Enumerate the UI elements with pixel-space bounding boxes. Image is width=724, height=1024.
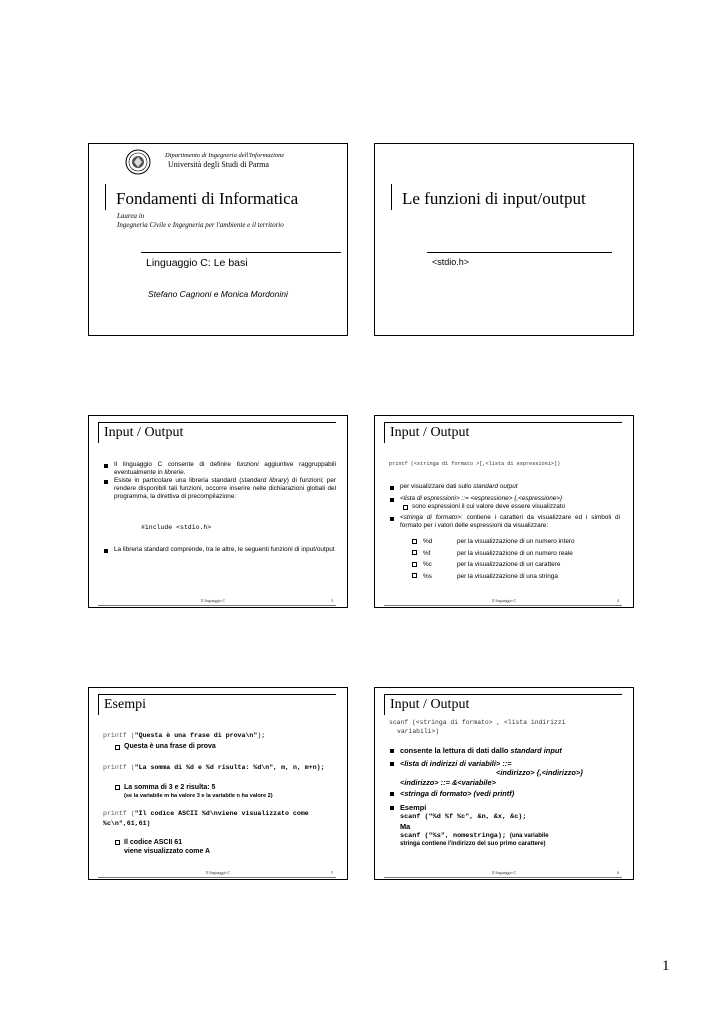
degree-course: Ingegneria Civile e Ingegneria per l'ambiente e il territorio (117, 221, 284, 229)
slide-number: 4 (617, 598, 619, 603)
example-2-code: printf ("La somma di %d e %d risulta: %d\n", m, n, m+n); (103, 764, 325, 771)
list-item: <stringa di formato> (vedi printf) (400, 789, 622, 799)
slide-title: Input / Output (104, 425, 184, 440)
bullet-list (400, 483, 620, 530)
slide-title: Input / Output (390, 697, 470, 712)
title-rule-vertical (384, 694, 385, 715)
page-number: 1 (662, 958, 670, 974)
printf-syntax: printf (<stringa di formato >[,<lista di espressioni>]) (389, 461, 561, 467)
title-rule-horizontal (384, 422, 622, 423)
format-code: %c (423, 561, 432, 568)
format-desc: per la visualizzazione di una stringa (457, 572, 558, 580)
format-desc: per la visualizzazione di un numero reale (457, 549, 573, 557)
title-rule-horizontal (98, 694, 336, 695)
university-name: Università degli Studi di Parma (168, 160, 269, 169)
example-3-output (124, 838, 210, 856)
ma-label: Ma (400, 822, 411, 831)
footer-rule (98, 877, 336, 878)
slide-2 (374, 143, 634, 336)
list-item-continued: <indirizzo> ::= &<variabile> (400, 777, 496, 787)
slide-title: Le funzioni di input/output (402, 189, 586, 208)
title-rule-vertical (105, 184, 106, 210)
footer-rule (384, 605, 622, 606)
square-bullet-icon (412, 562, 417, 567)
slide-footer: Il linguaggio C (492, 870, 517, 875)
format-code: %s (423, 572, 432, 580)
format-list (412, 536, 575, 582)
list-item: consente la lettura di dati dallo standard input (400, 746, 622, 756)
bullet-list (114, 546, 336, 554)
slide-number: 5 (331, 870, 333, 875)
format-desc: per la visualizzazione di un numero intero (457, 538, 575, 545)
footer-rule (98, 605, 336, 606)
slide-3 (88, 415, 348, 608)
slide-title: Esempi (104, 697, 146, 712)
title-rule-horizontal (384, 694, 622, 695)
example-3-code: printf ("Il codice ASCII %d\nviene visualizzato come %c\n",61,61) (103, 810, 309, 827)
slide-title: Input / Output (390, 425, 470, 440)
list-item: <lista di espressioni> ::= <espressione> {,<espressione>} (400, 495, 620, 503)
bullet-list (400, 746, 622, 812)
format-code: %d (423, 538, 433, 545)
format-code: %f (423, 549, 431, 557)
slide-number: 3 (331, 598, 333, 603)
format-desc: per la visualizzazione di un carattere (457, 561, 561, 568)
title-rule-vertical (98, 694, 99, 715)
scanf-syntax: scanf (<stringa di formato> , <lista indirizzi variabili>) (389, 719, 566, 735)
bullet-list (114, 461, 336, 501)
slide-subtitle: Linguaggio C: Le basi (146, 257, 248, 269)
list-item-continued: <indirizzo> {,<indirizzo>} (496, 768, 584, 777)
list-item: Questa è una frase di prova (124, 743, 216, 750)
authors: Stefano Cagnoni e Monica Mordonini (148, 289, 288, 299)
list-item: Il linguaggio C consente di definire funzioni aggiuntive raggruppabili eventualmente in librerie. (114, 461, 336, 476)
slide-footer: Il linguaggio C (201, 598, 226, 603)
scanf-example-1: scanf ("%d %f %c", &n, &x, &c); (400, 813, 527, 821)
title-rule-vertical (98, 422, 99, 443)
format-row (412, 559, 575, 571)
example-1-code: printf ("Questa è una frase di prova\n"); (103, 732, 266, 739)
scanf-example-2: scanf ("%s", nomestringa); (una variabile (400, 832, 549, 840)
list-item: <stringa di formato>: contiene i caratteri da visualizzare ed i simboli di formato per i valori delle espressioni da visualizzare: (400, 514, 620, 529)
list-item: Esempi (400, 803, 622, 813)
example-2-output (124, 783, 273, 801)
list-item: per visualizzare dati sullo standard output (400, 483, 620, 491)
output-note: (se la variabile m ha valore 3 e la variabile n ha valore 2) (124, 793, 273, 799)
output-line: viene visualizzato come A (124, 848, 211, 855)
list-item: Esiste in particolare una libreria standard (standard library) di funzioni; per rendere disponibili tali funzioni, occorre inserire nelle dichiarazioni globali del programma, la direttiva di precompilazione: (114, 477, 337, 500)
format-row (412, 536, 575, 548)
department-name: Dipartimento di Ingegneria dell'Informazione (165, 152, 285, 159)
title-rule-vertical (391, 184, 392, 210)
title-rule-vertical (384, 422, 385, 443)
slide-4 (374, 415, 634, 608)
university-seal-icon (125, 149, 151, 175)
slide-number: 6 (617, 870, 619, 875)
slide-5 (88, 687, 348, 880)
example-1-output (124, 743, 216, 750)
subtitle-rule (141, 252, 341, 253)
slide-1 (88, 143, 348, 336)
format-row (412, 548, 575, 560)
degree-label: Laurea in (117, 212, 145, 220)
sub-list-item: sono espressioni il cui valore deve essere visualizzato (412, 503, 620, 511)
list-item: La somma di 3 e 2 risulta: 5 (124, 783, 273, 792)
title-rule-horizontal (98, 422, 336, 423)
square-bullet-icon (412, 539, 417, 544)
subtitle-rule (427, 252, 612, 253)
list-item: <lista di indirizzi di variabili> ::= (400, 759, 622, 769)
square-bullet-icon (412, 550, 417, 555)
slide-subtitle: <stdio.h> (432, 257, 470, 267)
format-row (412, 571, 575, 583)
slide-title: Fondamenti di Informatica (116, 189, 299, 208)
footer-rule (384, 877, 622, 878)
scanf-note: stringa contiene l'indirizzo del suo primo carattere) (400, 841, 546, 847)
square-bullet-icon (412, 573, 417, 578)
list-item: Il codice ASCII 61 (124, 838, 210, 847)
slide-footer: Il linguaggio C (206, 870, 231, 875)
code-include: #include <stdio.h> (141, 524, 212, 531)
slide-6 (374, 687, 634, 880)
slide-footer: Il linguaggio C (492, 598, 517, 603)
list-item: La libreria standard comprende, tra le altre, le seguenti funzioni di input/output (114, 546, 335, 553)
